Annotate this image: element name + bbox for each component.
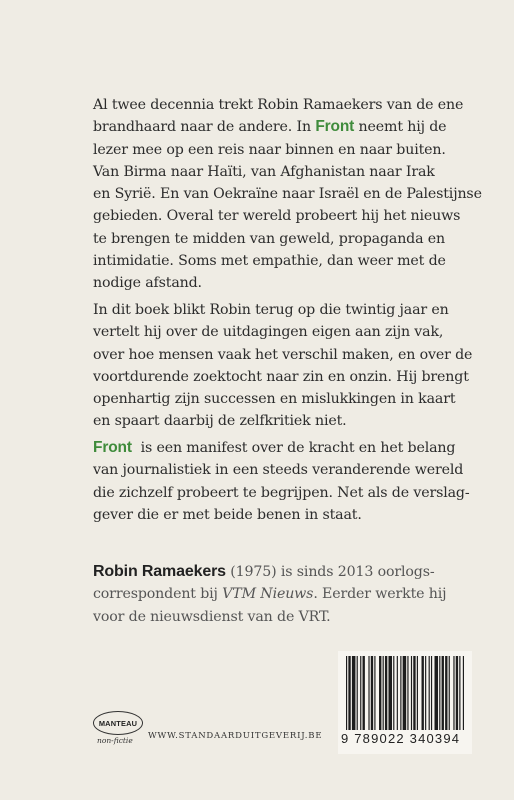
program-name: VTM Nieuws bbox=[222, 586, 314, 603]
isbn-digits: 9 789022 340394 bbox=[341, 731, 461, 746]
barcode-bars bbox=[346, 656, 464, 730]
barcode-bar-16 bbox=[403, 656, 407, 730]
logo-oval bbox=[93, 711, 143, 735]
text-line bbox=[93, 116, 473, 138]
author-name: Robin Ramaekers bbox=[93, 563, 226, 580]
blurb-paragraph-3 bbox=[93, 437, 473, 526]
text-line: gebieden. Overal ter wereld probeert hij het nieuws bbox=[93, 208, 461, 225]
text-line: nodige afstand. bbox=[93, 275, 202, 292]
logo-text: MANTEAU bbox=[98, 718, 138, 728]
barcode-bar-32 bbox=[459, 656, 460, 730]
text-line: te brengen te midden van geweld, propaganda en bbox=[93, 230, 446, 247]
text-fragment: correspondent bij bbox=[93, 586, 223, 603]
barcode-bar-6 bbox=[368, 656, 369, 730]
barcode-bar-25 bbox=[435, 656, 439, 730]
barcode-bar-18 bbox=[411, 656, 412, 730]
barcode-bar-11 bbox=[385, 656, 387, 730]
text-line: en Syrië. En van Oekraïne naar Israël en de Palestijnse bbox=[93, 186, 482, 203]
barcode-bar-19 bbox=[413, 656, 415, 730]
barcode-bar-23 bbox=[429, 656, 430, 730]
barcode-bar-14 bbox=[397, 656, 398, 730]
barcode-bar-4 bbox=[360, 656, 361, 730]
barcode-bar-20 bbox=[417, 656, 418, 730]
text-line: openhartig zijn successen en mislukkingen in kaart bbox=[93, 391, 456, 408]
barcode-bar-17 bbox=[407, 656, 408, 730]
text-line: Van Birma naar Haïti, van Afghanistan naar Irak bbox=[93, 163, 435, 180]
barcode-bar-10 bbox=[383, 656, 384, 730]
publisher-website: WWW.STANDAARDUITGEVERIJ.BE bbox=[148, 731, 323, 741]
text-line: voortdurende zoektocht naar zin en onzin. Hij brengt bbox=[93, 368, 469, 385]
barcode-bar-7 bbox=[371, 656, 373, 730]
text-fragment: . Eerder werkte hij bbox=[313, 586, 447, 603]
barcode-bar-21 bbox=[422, 656, 424, 730]
blurb-paragraph-2 bbox=[93, 299, 473, 433]
text-line: intimidatie. Soms met empathie, dan weer met de bbox=[93, 253, 446, 270]
text-fragment: brandhaard naar de andere. In bbox=[93, 119, 316, 136]
author-bio bbox=[93, 561, 483, 628]
barcode-bar-31 bbox=[456, 656, 458, 730]
text-line: van journalistiek in een steeds veranderende wereld bbox=[93, 462, 464, 479]
barcode-bar-24 bbox=[431, 656, 432, 730]
barcode-bar-1 bbox=[348, 656, 350, 730]
text-line: over hoe mensen vaak het verschil maken, en over de bbox=[93, 346, 473, 363]
barcode-bar-30 bbox=[453, 656, 454, 730]
barcode-bar-2 bbox=[352, 656, 356, 730]
logo-subtitle: non-fictie bbox=[97, 736, 133, 745]
blurb-paragraph-1 bbox=[93, 94, 482, 295]
barcode-bar-0 bbox=[346, 656, 347, 730]
text-fragment: (1975) is sinds 2013 oorlogs- bbox=[225, 564, 435, 580]
text-line bbox=[93, 561, 483, 583]
text-line: In dit boek blikt Robin terug op die twintig jaar en bbox=[93, 302, 449, 318]
barcode-bar-28 bbox=[445, 656, 447, 730]
barcode-bar-8 bbox=[374, 656, 375, 730]
isbn-barcode bbox=[338, 651, 472, 754]
text-line bbox=[93, 583, 483, 605]
barcode-bar-5 bbox=[363, 656, 365, 730]
text-line bbox=[93, 437, 473, 459]
barcode-bar-13 bbox=[393, 656, 394, 730]
barcode-bar-29 bbox=[449, 656, 450, 730]
barcode-bar-26 bbox=[439, 656, 440, 730]
barcode-bar-12 bbox=[388, 656, 392, 730]
text-line: lezer mee op een reis naar binnen en naar buiten. bbox=[93, 141, 446, 158]
text-line: vertelt hij over de uitdagingen eigen aan zijn vak, bbox=[93, 324, 444, 341]
barcode-bar-33 bbox=[463, 656, 464, 730]
publisher-logo bbox=[93, 711, 145, 755]
text-line: gever die er met beide benen in staat. bbox=[93, 506, 362, 523]
book-title-front: Front bbox=[315, 118, 355, 136]
book-title-front: Front bbox=[93, 439, 132, 456]
text-line: voor de nieuwsdienst van de VRT. bbox=[93, 608, 331, 625]
barcode-bar-9 bbox=[379, 656, 381, 730]
barcode-bar-3 bbox=[357, 656, 358, 730]
barcode-bar-27 bbox=[442, 656, 444, 730]
text-line: Al twee decennia trekt Robin Ramaekers van de ene bbox=[93, 97, 464, 113]
text-line: en spaart daarbij de zelfkritiek niet. bbox=[93, 413, 347, 430]
barcode-bar-15 bbox=[400, 656, 401, 730]
barcode-bar-22 bbox=[425, 656, 426, 730]
text-fragment: neemt hij de bbox=[354, 119, 447, 136]
text-fragment: is een manifest over de kracht en het belang bbox=[131, 440, 456, 456]
text-line: die zichzelf probeert te begrijpen. Net als de verslag- bbox=[93, 484, 470, 501]
